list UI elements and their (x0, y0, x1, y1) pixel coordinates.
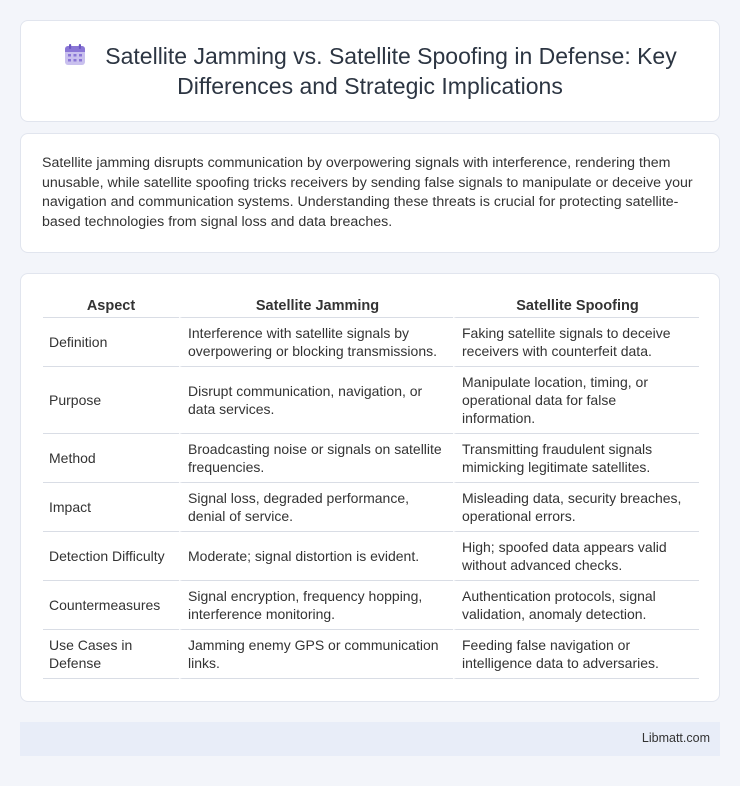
aspect-cell: Countermeasures (43, 581, 179, 630)
aspect-cell: Detection Difficulty (43, 532, 179, 581)
spoofing-cell: Misleading data, security breaches, operational errors. (453, 483, 699, 532)
intro-paragraph: Satellite jamming disrupts communication by overpowering signals with interference, rendering them unusable, while satellite spoofing tricks receivers by sending false signals to manipulate or deceive your navigation and communication systems. Understanding these threats is crucial for protecting satellite-based technologies from signal loss and data breaches. (42, 155, 693, 230)
spoofing-cell: Faking satellite signals to deceive receivers with counterfeit data. (453, 318, 699, 367)
intro-card (20, 133, 720, 253)
table-header-row (43, 296, 699, 318)
spoofing-cell: Manipulate location, timing, or operational data for false information. (453, 367, 699, 434)
spoofing-cell: Authentication protocols, signal validation, anomaly detection. (453, 581, 699, 630)
title-card (20, 20, 720, 122)
spoofing-cell: Transmitting fraudulent signals mimicking legitimate satellites. (453, 434, 699, 483)
table-row (43, 367, 699, 434)
header-spoofing: Satellite Spoofing (453, 296, 699, 318)
jamming-cell: Jamming enemy GPS or communication links. (179, 630, 453, 679)
jamming-cell: Moderate; signal distortion is evident. (179, 532, 453, 581)
page-title-text: Satellite Jamming vs. Satellite Spoofing in Defense: Key Differences and Strategic Implications (105, 43, 677, 99)
table-row (43, 532, 699, 581)
aspect-cell: Purpose (43, 367, 179, 434)
comparison-table (43, 296, 699, 679)
jamming-cell: Signal loss, degraded performance, denial of service. (179, 483, 453, 532)
footer (20, 722, 720, 756)
spoofing-cell: Feeding false navigation or intelligence data to adversaries. (453, 630, 699, 679)
aspect-cell: Use Cases in Defense (43, 630, 179, 679)
table-row (43, 630, 699, 679)
calendar-icon (63, 43, 87, 67)
aspect-cell: Impact (43, 483, 179, 532)
aspect-cell: Method (43, 434, 179, 483)
header-aspect: Aspect (43, 296, 179, 318)
spoofing-cell: High; spoofed data appears valid without advanced checks. (453, 532, 699, 581)
header-jamming: Satellite Jamming (179, 296, 453, 318)
page-title (51, 41, 689, 101)
table-row (43, 434, 699, 483)
table-row (43, 318, 699, 367)
table-row (43, 581, 699, 630)
jamming-cell: Interference with satellite signals by overpowering or blocking transmissions. (179, 318, 453, 367)
jamming-cell: Disrupt communication, navigation, or data services. (179, 367, 453, 434)
jamming-cell: Broadcasting noise or signals on satellite frequencies. (179, 434, 453, 483)
table-row (43, 483, 699, 532)
footer-site-link[interactable]: Libmatt.com (641, 731, 710, 745)
jamming-cell: Signal encryption, frequency hopping, interference monitoring. (179, 581, 453, 630)
comparison-card (20, 273, 720, 702)
aspect-cell: Definition (43, 318, 179, 367)
